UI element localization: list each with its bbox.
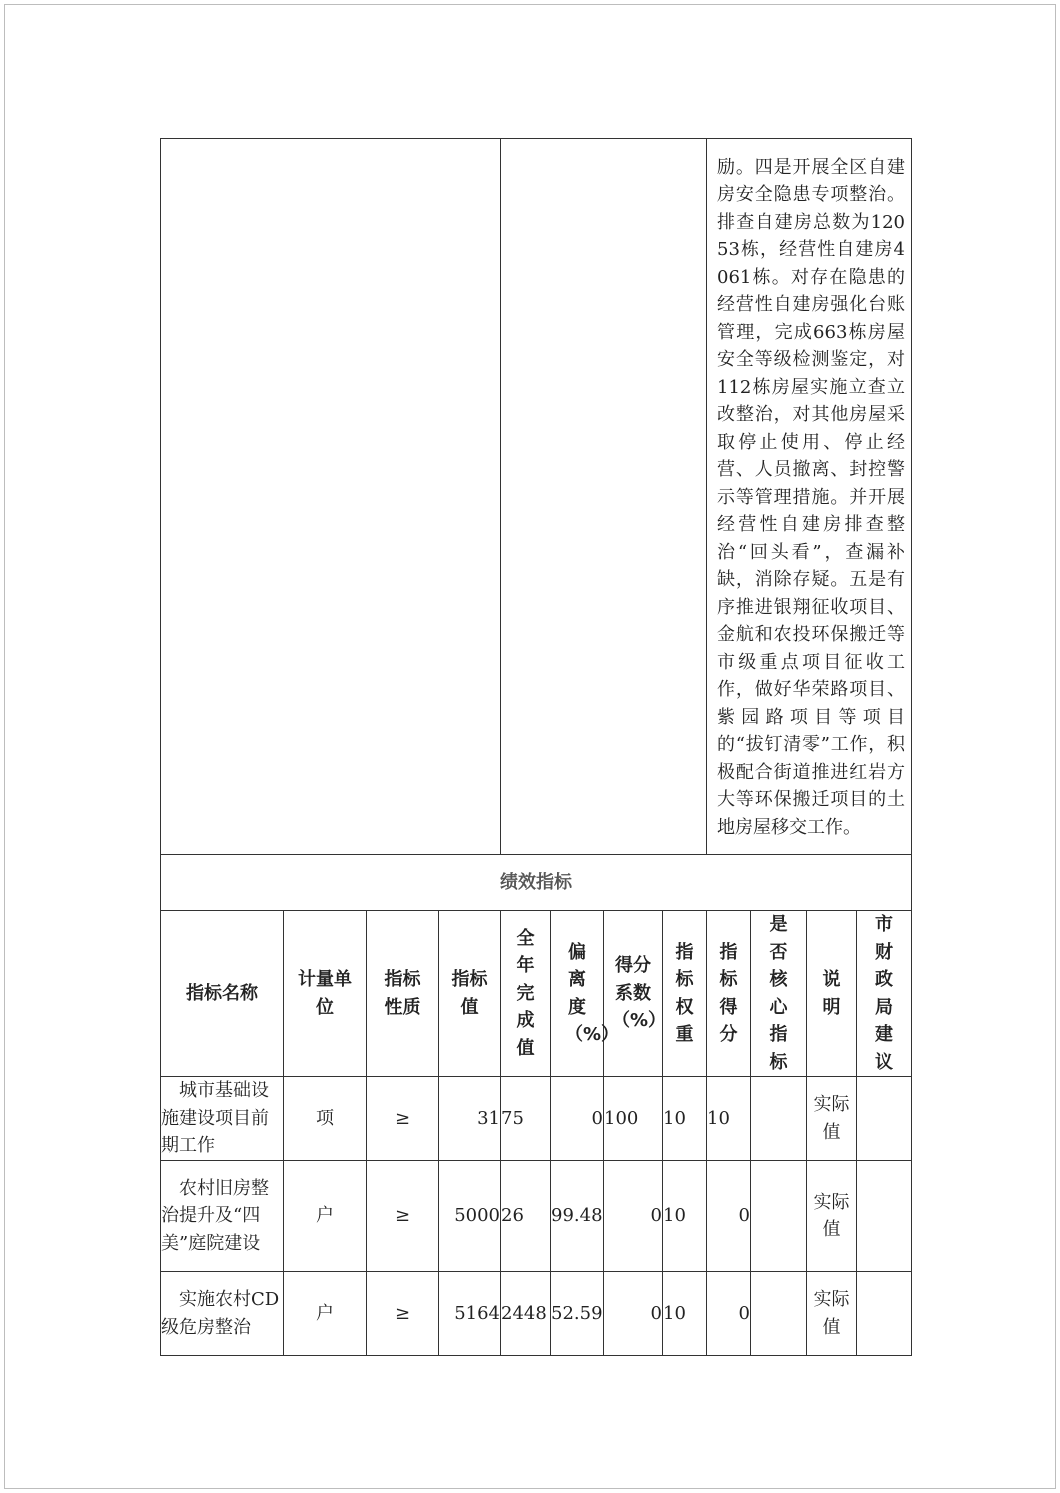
row-score: 10: [707, 1077, 751, 1161]
header-bureau: 市财政局建议: [857, 911, 912, 1077]
header-note: 说明: [807, 911, 857, 1077]
row-coefficient: 100: [604, 1077, 663, 1161]
header-name: 指标名称: [161, 911, 284, 1077]
header-score: 指标得分: [707, 911, 751, 1077]
row-target: 5164: [439, 1272, 501, 1356]
performance-table: [160, 138, 912, 1356]
row-weight: 10: [663, 1161, 707, 1272]
row-name: 农村旧房整治提升及“四美”庭院建设: [161, 1161, 284, 1272]
row-core: [751, 1272, 807, 1356]
table-row: [161, 1077, 912, 1161]
row-name: 实施农村CD级危房整治: [161, 1272, 284, 1356]
header-nature: 指标性质: [367, 911, 439, 1077]
row-weight: 10: [663, 1272, 707, 1356]
row-name: 城市基础设施建设项目前期工作: [161, 1077, 284, 1161]
header-deviation: 偏离度（%）: [551, 911, 604, 1077]
row-unit: 户: [284, 1272, 367, 1356]
row-core: [751, 1161, 807, 1272]
row-nature: ≥: [367, 1161, 439, 1272]
header-core: 是否核心指标: [751, 911, 807, 1077]
row-actual: 2448: [501, 1272, 551, 1356]
table-row: [161, 1272, 912, 1356]
empty-cell-left: [161, 139, 501, 855]
empty-cell-middle: [501, 139, 707, 855]
row-coefficient: 0: [604, 1161, 663, 1272]
row-actual: 26: [501, 1161, 551, 1272]
row-nature: ≥: [367, 1272, 439, 1356]
row-bureau: [857, 1272, 912, 1356]
document-page: [4, 4, 1056, 1489]
row-core: [751, 1077, 807, 1161]
header-actual: 全年完成值: [501, 911, 551, 1077]
header-row: [161, 911, 912, 1077]
row-coefficient: 0: [604, 1272, 663, 1356]
table-row: [161, 1161, 912, 1272]
row-score: 0: [707, 1161, 751, 1272]
row-deviation: 52.59: [551, 1272, 604, 1356]
row-unit: 户: [284, 1161, 367, 1272]
row-nature: ≥: [367, 1077, 439, 1161]
row-unit: 项: [284, 1077, 367, 1161]
narrative-text: 励。四是开展全区自建房安全隐患专项整治。排查自建房总数为12053栋，经营性自建房4061栋。对存在隐患的经营性自建房强化台账管理，完成663栋房屋安全等级检测鉴定，对112栋房屋实施立查立改整治，对其他房屋采取停止使用、停止经营、人员撤离、封控警示等管理措施。并开展经营性自建房排查整治“回头看”，查漏补缺，消除存疑。五是有序推进银翔征收项目、金航和农投环保搬迁等市级重点项目征收工作，做好华荣路项目、紫园路项目等项目的“拔钉清零”工作，积极配合街道推进红岩方大等环保搬迁项目的土地房屋移交工作。: [707, 139, 912, 855]
row-deviation: 0: [551, 1077, 604, 1161]
row-note: 实际值: [807, 1161, 857, 1272]
row-weight: 10: [663, 1077, 707, 1161]
header-target: 指标值: [439, 911, 501, 1077]
row-target: 5000: [439, 1161, 501, 1272]
row-target: 31: [439, 1077, 501, 1161]
header-unit: 计量单位: [284, 911, 367, 1077]
section-row: [161, 855, 912, 911]
narrative-row: [161, 139, 912, 855]
row-note: 实际值: [807, 1077, 857, 1161]
section-title: 绩效指标: [161, 855, 912, 911]
row-note: 实际值: [807, 1272, 857, 1356]
header-coefficient: 得分系数（%）: [604, 911, 663, 1077]
row-score: 0: [707, 1272, 751, 1356]
row-deviation: 99.48: [551, 1161, 604, 1272]
row-actual: 75: [501, 1077, 551, 1161]
header-weight: 指标权重: [663, 911, 707, 1077]
row-bureau: [857, 1077, 912, 1161]
row-bureau: [857, 1161, 912, 1272]
